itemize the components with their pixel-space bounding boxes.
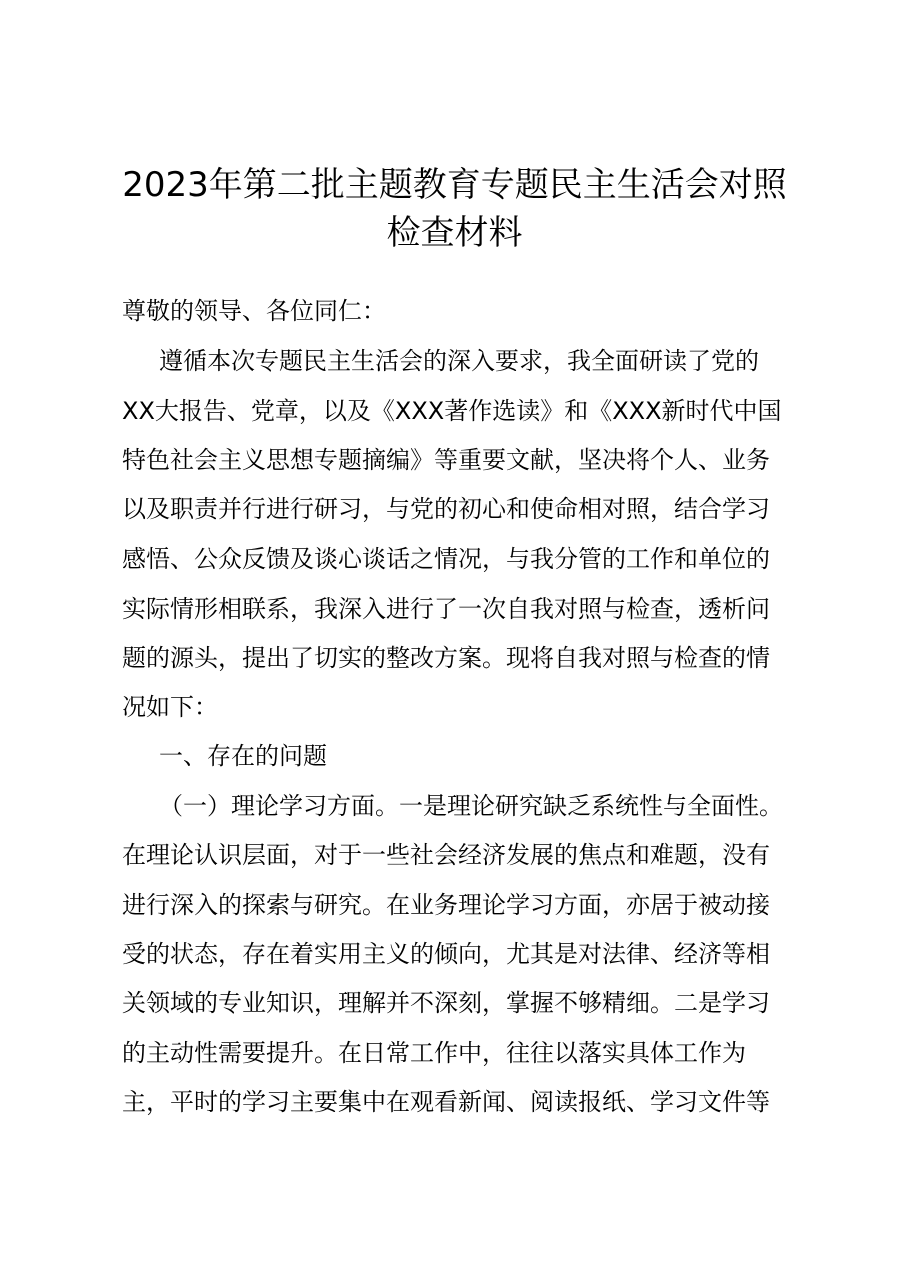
document-title-line-1: 2023年第二批主题教育专题民主生活会对照 [122, 165, 787, 205]
paragraph-line: （一）理论学习方面。一是理论研究缺乏系统性与全面性。 [159, 792, 783, 820]
paragraph-line: 感悟、公众反馈及谈心谈话之情况，与我分管的工作和单位的 [122, 545, 770, 573]
paragraph-line: 以及职责并行进行研习，与党的初心和使命相对照，结合学习 [122, 495, 770, 523]
salutation: 尊敬的领导、各位同仁： [122, 297, 386, 325]
document-title-line-2: 检查材料 [386, 213, 523, 253]
paragraph-line: 实际情形相联系，我深入进行了一次自我对照与检查，透析问 [122, 595, 770, 623]
paragraph-line: 况如下： [122, 693, 218, 721]
section-heading: 一、存在的问题 [159, 742, 327, 770]
paragraph-line: 进行深入的探索与研究。在业务理论学习方面，亦居于被动接 [122, 891, 770, 919]
paragraph-line: 遵循本次专题民主生活会的深入要求，我全面研读了党的 [159, 347, 759, 375]
paragraph-line: 题的源头，提出了切实的整改方案。现将自我对照与检查的情 [122, 644, 770, 672]
paragraph-line: 的主动性需要提升。在日常工作中，往往以落实具体工作为 [122, 1039, 746, 1067]
paragraph-line: 主，平时的学习主要集中在观看新闻、阅读报纸、学习文件等 [122, 1088, 770, 1116]
paragraph-line: 特色社会主义思想专题摘编》等重要文献，坚决将个人、业务 [122, 446, 770, 474]
paragraph-line: XX大报告、党章，以及《XXX著作选读》和《XXX新时代中国 [122, 397, 782, 425]
paragraph-line: 关领域的专业知识，理解并不深刻，掌握不够精细。二是学习 [122, 989, 770, 1017]
paragraph-line: 受的状态，存在着实用主义的倾向，尤其是对法律、经济等相 [122, 940, 770, 968]
paragraph-line: 在理论认识层面，对于一些社会经济发展的焦点和难题，没有 [122, 841, 770, 869]
